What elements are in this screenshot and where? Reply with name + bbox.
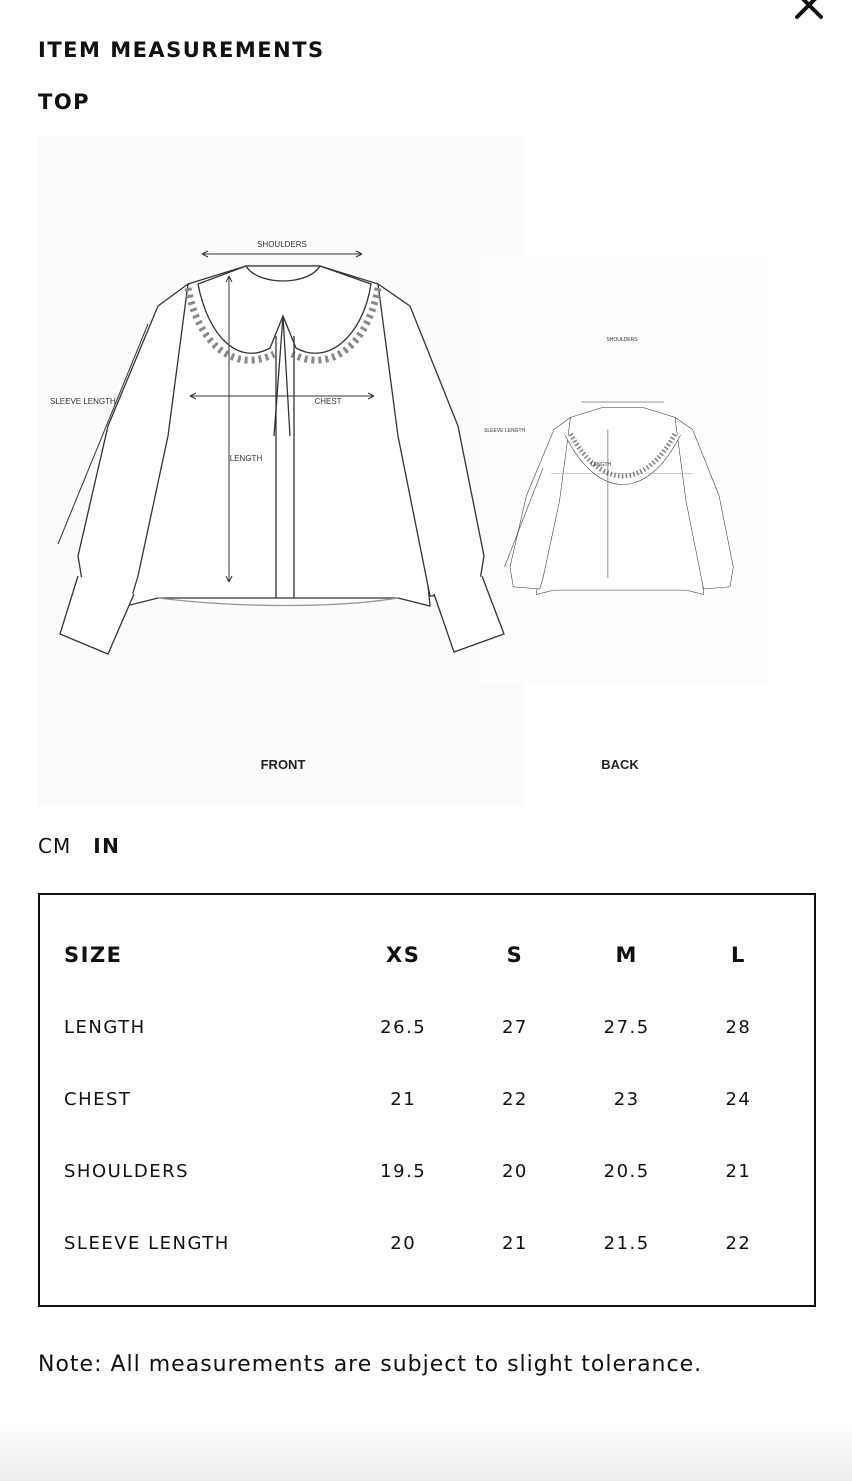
close-icon [792,0,826,22]
front-chest-label: CHEST [314,397,342,406]
header-m: M [615,943,638,967]
table-cell: 28 [725,1016,752,1038]
back-shoulders-label: SHOULDERS [606,337,638,343]
table-cell: 21 [725,1160,752,1182]
table-cell: 20.5 [603,1160,650,1182]
bottom-fade [0,1421,852,1481]
modal-title: ITEM MEASUREMENTS [38,38,325,62]
table-cell: 24 [725,1088,752,1110]
header-s: S [506,943,524,967]
table-cell: 19.5 [380,1160,427,1182]
table-header-row [64,919,794,991]
row-label: CHEST [64,1088,132,1110]
table-cell: 22 [725,1232,752,1254]
table-cell: 20 [390,1232,417,1254]
back-sleeve-length-label: SLEEVE LENGTH [484,428,526,434]
header-size: SIZE [64,943,123,967]
header-xs: XS [386,943,421,967]
table-cell: 20 [501,1160,528,1182]
front-sleeve-length-label: SLEEVE LENGTH [50,397,116,406]
close-button[interactable] [792,0,826,22]
size-table-container [38,893,816,1307]
table-row [64,1207,794,1279]
row-label: LENGTH [64,1016,146,1038]
front-length-label: LENGTH [229,454,263,463]
row-label: SHOULDERS [64,1160,189,1182]
header-l: L [730,943,746,967]
table-cell: 23 [613,1088,640,1110]
unit-in-toggle[interactable]: IN [93,834,121,858]
back-caption: BACK [601,757,639,772]
unit-cm-toggle[interactable]: CM [38,834,72,858]
tolerance-note: Note: All measurements are subject to slight tolerance. [38,1352,703,1377]
table-cell: 22 [501,1088,528,1110]
table-cell: 27.5 [603,1016,650,1038]
measurement-diagram [38,136,768,806]
table-row [64,991,794,1063]
size-table [64,919,794,1279]
front-shoulders-label: SHOULDERS [257,240,307,249]
section-title: TOP [38,90,91,114]
table-cell: 27 [501,1016,528,1038]
front-caption: FRONT [260,757,306,772]
table-cell: 21 [501,1232,528,1254]
table-cell: 21 [390,1088,417,1110]
table-cell: 21.5 [603,1232,650,1254]
row-label: SLEEVE LENGTH [64,1232,230,1254]
table-row [64,1063,794,1135]
table-cell: 26.5 [380,1016,427,1038]
unit-toggle [38,834,120,858]
table-row [64,1135,794,1207]
back-length-label: LENGTH [590,462,612,468]
